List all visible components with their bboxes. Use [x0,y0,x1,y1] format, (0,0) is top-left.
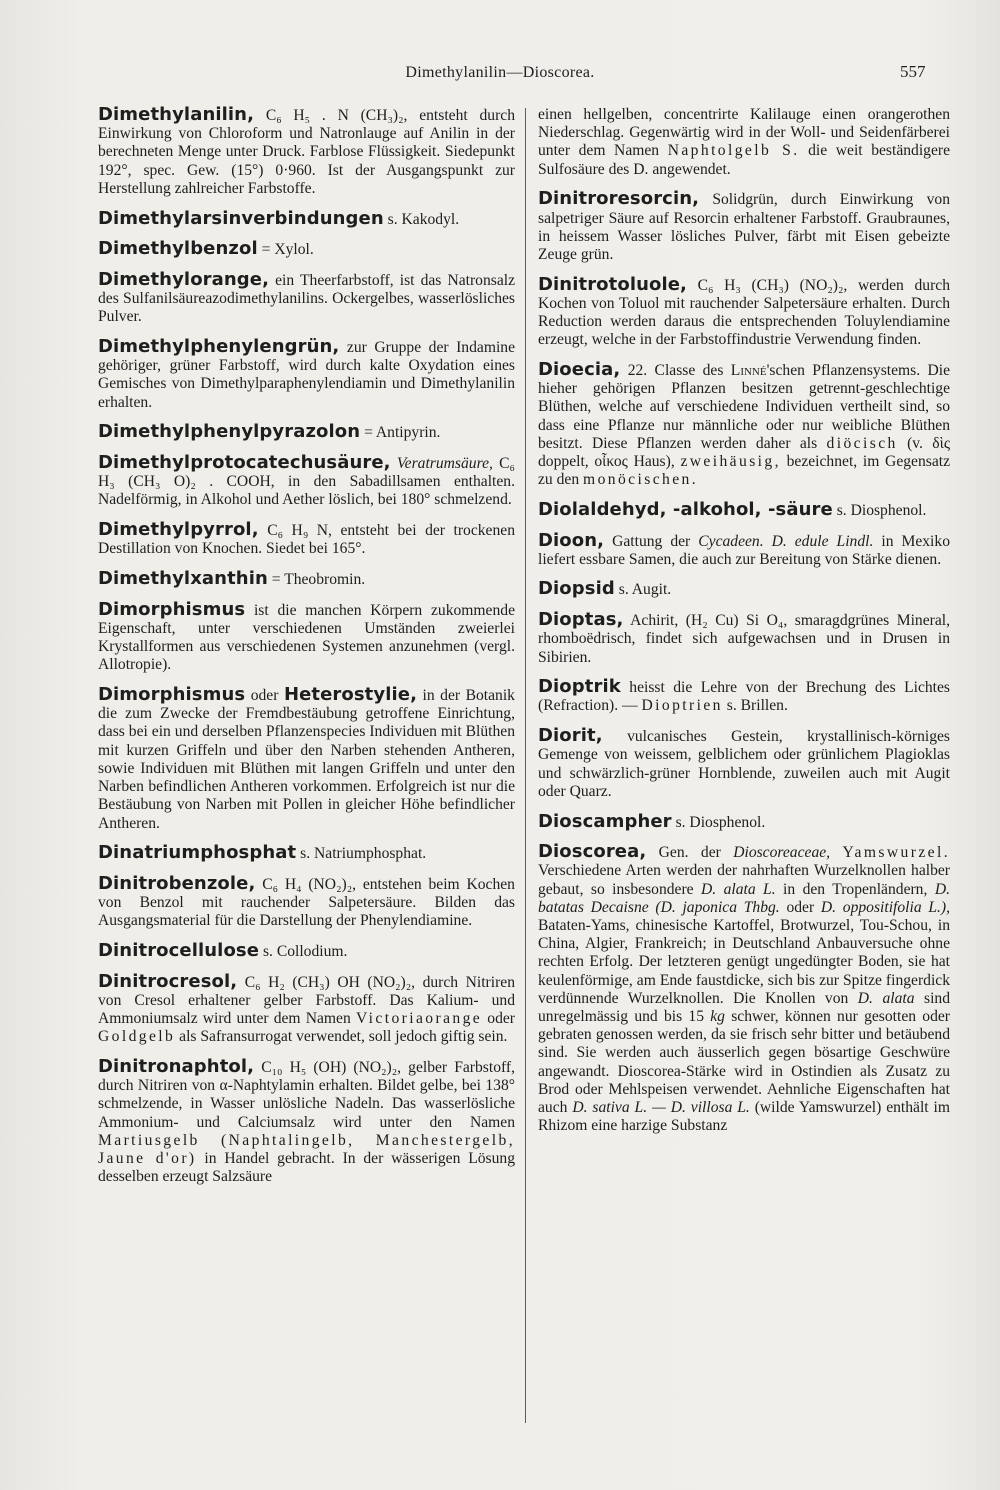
entry-spaced-text: Dioptrien [641,697,723,715]
entry-italic: Cycadeen. D. edule Lindl. [698,532,874,550]
entry-dinitrocresol [98,970,516,1047]
entry-text: C₆ H₉ N, entsteht bei der trockenen Destillation von Knochen. Siedet bei 165°. [98,522,515,558]
entry-dinatriumphosphat [98,844,515,863]
entry-text: C₆ H₅ . N (CH₃)₂, entsteht durch Einwirkung von Chloroform und Natronlauge auf Anilin in der berechneten Menge unter Druck. Farblose Flüssigkeit. Siedepunkt 192°, spec. Gew. (15°) 0·960. Ist der Ausgangspunkt zur Herstellung zahlreicher Farbstoffe. [98,107,515,197]
entry-text: Gen. der [658,844,721,862]
entry-text: s. Kakodyl. [387,210,460,228]
entry-dimethylxanthin [98,570,515,589]
entry-text: Solidgrün, durch Einwirkung von salpetriger Säure auf Resorcin erhaltener Farbstoff. Graubraunes, in heissem Wasser lösliches Pulver, färbt mit Eisen gebeizte Zeuge grün. [538,191,950,263]
entry-dinitrotoluole [538,273,950,350]
entry-term-secondary: Heterostylie, [283,684,418,706]
entry-spaced-text: diöcisch [826,434,898,452]
entry-dimethylorange [98,268,515,327]
entry-term: Dimethylphenylpyrazolon [98,421,361,443]
entry-text: die weit beständigere Sulfosäure des D. angewendet. [538,142,950,178]
entry-term: Dimethylbenzol [98,238,258,260]
entry-connector: oder [250,687,279,705]
entry-spaced-text: Victoriaorange [355,1010,483,1028]
entry-text: in Handel gebracht. In der wässerigen Lösung desselben erzeugt Salzsäure [98,1150,516,1186]
entry-spaced-text: Goldgelb [98,1028,176,1046]
entry-term: Dinitrobenzole, [98,872,256,894]
entry-text: s. Diosphenol. [675,813,766,831]
entry-dioon [538,529,950,569]
entry-term: Dinitrotoluole, [538,273,687,295]
entry-author: Linné [730,361,767,379]
entry-text: Gattung der [612,532,691,550]
entry-term: Dioptrik [538,676,621,698]
entry-dinitrocellulose [98,942,515,961]
entry-text: s. Augit. [618,581,672,599]
entry-text: oder [487,1010,516,1028]
entry-term: Dioon, [538,529,605,551]
entry-text: s. Natriumphosphat. [300,845,427,863]
entry-dioecia [538,358,950,489]
entry-dinitroresorcin [538,190,950,264]
entry-text: in der Botanik die zum Zwecke der Fremdbestäubung getroffene Einrichtung, dass bei ein und derselben Pflanzenspecies Individuen mit Blüthen mit kurzen Griffeln und über den Narben stehenden Antheren, sowie Individuen mit Blüthen mit langen Griffeln und unter den Narben befindlichen Antheren vorkommen. Erfolgreich ist nur die Bestäubung von Narben mit Pollen in gleicher Höhe befindlicher Antheren. [98,687,515,832]
entry-term: Diopsid [538,578,615,600]
entry-term: Dimethylorange, [98,268,270,290]
entry-italic: D. sativa L. — D. villosa L. [572,1099,750,1117]
entry-spaced-text: monöcischen. [583,471,699,489]
entry-text: s. Diosphenol. [836,501,927,519]
entry-spaced-text: Naphtolgelb S. [667,142,800,160]
entry-dinitronaphtol [98,1058,515,1186]
entry-dioptas [538,611,950,667]
entry-text: 'schen Pflanzensystems. Die hieher gehörigen Pflanzen besitzen getrennt-geschlechtige Blüthen, welche auf verschiedene Individuen vertheilt sind, so dass eine Pflanze nur männliche oder nur weibliche Blüthen besitzt. Diese Pflanzen werden daher als [538,361,950,452]
entry-term: Dinitrocellulose [98,940,260,962]
entry-diopsid [538,580,950,599]
entry-term: Dinitronaphtol, [98,1056,255,1078]
entry-dimethylarsinverbindungen [98,207,515,229]
entry-text: in den Tropenländern, [783,880,928,898]
entry-term: Dimethylarsinverbindungen [98,207,384,229]
entry-dinitronaphtol-continued [538,106,950,179]
column-divider [525,108,526,1423]
entry-text: ist die manchen Körpern zukommende Eigenschaft, unter verschiedenen Umständen zweierlei Krystallformen aus verschiedenen Systemen anzunehmen (vergl. Allotropie). [98,601,515,674]
entry-term: Dinatriumphosphat [98,842,297,864]
entry-term: Dinitroresorcin, [538,188,700,210]
entry-text: oder [786,898,815,916]
entry-text: schwer, können nur gesotten oder gebraten genossen werden, da sie frisch sehr bitter und betäubend sind. Sie werden auch äusserlich gegen bösartige Geschwüre angewandt. Dioscorea-Stärke wird in Ostindien als Zusatz zu Brod oder Mehlspeisen verwendet. Aehnliche Eigenschaften hat auch [538,1008,950,1117]
entry-term: Dimethylanilin, [98,104,255,125]
entry-dioptrik [538,678,950,715]
entry-term: Dimorphismus [98,598,246,620]
entry-text: = Xylol. [261,241,314,259]
entry-text: ein Theerfarbstoff, ist das Natronsalz des Sulfanilsäureazodimethylanilins. Ockergelbes, wasserlösliches Pulver. [98,271,515,326]
entry-text: C₆ H₃ (CH₃ O)₂ . COOH, in den Sabadillsamen enthalten. Nadelförmig, in Alkohol und Aether löslich, bei 180° schmelzend. [98,455,515,509]
entry-text: Achirit, (H₂ Cu) Si O₄, smaragdgrünes Mineral, rhomboëdrisch, findet sich aufgewachsen und in Drusen in Sibirien. [538,612,950,666]
entry-text: C₆ H₂ (CH₃) OH (NO₂)₂, durch Nitriren von Cresol erhaltener gelber Farbstoff. Das Kalium- und Ammoniumsalz wird unter dem Namen [98,973,515,1028]
entry-text: = Antipyrin. [364,424,441,442]
entry-term: Dioscampher [538,810,672,832]
entry-italic: D. alata L. [701,880,776,898]
entry-dimethylphenylpyrazolon [98,423,515,442]
right-column [538,106,950,1147]
entry-text: C₆ H₃ (CH₃) (NO₂)₂, werden durch Kochen von Toluol mit rauchender Salpetersäure erhalten. Durch Reduction werden daraus die entsprechenden Toluylendiamine erzeugt, welche in der Farbstoffindustrie Verwendung finden. [538,276,950,349]
entry-italic: Dioscoreaceae, [733,844,831,862]
entry-text: in Mexiko liefert essbare Samen, die auch zur Bereitung von Stärke dienen. [538,532,950,568]
entry-text: heisst die Lehre von der Brechung des Lichtes (Refraction). — [538,679,951,715]
entry-dimethylanilin [98,106,515,198]
entry-term: Diorit, [538,725,603,747]
running-title: Dimethylanilin—Dioscorea. [405,64,595,81]
entry-dioscorea [538,843,950,1135]
entry-text: einen hellgelben, concentrirte Kalilauge einen orangerothen Niederschlag. Gegenwärtig wird in der Woll- und Seidenfärberei unter dem Namen [538,106,950,160]
entry-text: bezeichnet, im Gegensatz zu den [538,452,950,489]
entry-dinitrobenzole [98,872,515,931]
entry-dimethylbenzol [98,240,515,259]
entry-term: Dimorphismus [98,684,246,706]
entry-text: 22. Classe des [627,361,724,379]
entry-text: s. Collodium. [262,943,348,961]
entry-text: s. Brillen. [726,697,788,715]
entry-text: Bataten-Yams, chinesische Kartoffel, Brotwurzel, Tou-Schou, in China, Algier, Frankreich; in Deutschland Anbauversuche ohne rechten Erfolg. Der letzteren genügt ungedüngter Boden, sie hat keulenförmige, am Ende faustdicke, sich bis zur Spitze fingerdick verdünnende Wurzelknollen. Die Knollen von [538,917,950,1007]
entry-italic: kg [710,1008,725,1026]
entry-text: zur Gruppe der Indamine gehöriger, grüner Farbstoff, wird durch kalte Oxydation eines Gemisches von Dimethylparaphenylendiamin und Dimethylanilin erhalten. [98,339,516,411]
entry-italic: Veratrumsäure, [396,455,493,473]
entry-text: C₆ H₄ (NO₂)₂, entstehen beim Kochen von Benzol mit rauchender Salpetersäure. Bilden das Ausgangsmaterial für die Darstellung der Phenylendiamine. [98,875,515,930]
page-number: 557 [900,62,926,81]
entry-text: vulcanisches Gestein, krystallinisch-körniges Gemenge von weissem, gelblichem oder grünlichem Plagioklas und schwärzlich-grüner Hornblende, zuweilen auch mit Augit oder Quarz. [538,728,950,800]
entry-dimorphismus [98,598,515,675]
entry-spaced-text: Yamswurzel. [842,844,950,862]
entry-dimethylpyrrol [98,521,515,558]
entry-dimethylphenylengruen [98,338,515,412]
entry-text: (v. δὶς doppelt, οἶκος Haus), [538,434,950,470]
entry-dimorphismus-heterostylie [98,686,515,833]
left-column [98,106,515,1198]
entry-italic: D. oppositifolia L.), [820,898,951,916]
entry-diolaldehyd [538,498,950,520]
entry-italic: D. alata [857,989,915,1007]
entry-diorit [538,727,950,801]
entry-term: Dimethylprotocatechusäure, [98,452,391,474]
entry-term: Dinitrocresol, [98,970,238,992]
entry-text: Verschiedene Arten werden der nahrhaften Wurzelknollen halber gebaut, so insbesondere [538,862,950,898]
entry-dioscampher [538,810,950,832]
entry-text: als Safransurrogat verwendet, soll jedoch giftig sein. [179,1028,508,1046]
entry-spaced-text: Martiusgelb (Naphtalingelb, Manchestergelb, Jaune d'or) [98,1131,515,1168]
entry-text: (wilde Yamswurzel) enthält im Rhizom eine harzige Substanz [538,1099,950,1135]
entry-term: Dimethylpyrrol, [98,519,259,541]
entry-term: Diolaldehyd, -alkohol, -säure [538,498,833,520]
entry-text: = Theobromin. [271,571,366,589]
entry-term: Dioptas, [538,609,624,631]
entry-text: sind unregelmässig und bis 15 [538,989,951,1026]
entry-term: Dimethylxanthin [98,568,268,590]
entry-spaced-text: zweihäusig, [680,452,781,470]
entry-italic: D. batatas Decaisne (D. japonica Thbg. [538,880,950,916]
entry-term: Dioscorea, [538,841,647,863]
entry-term: Dioecia, [538,358,621,380]
entry-text: C₁₀ H₅ (OH) (NO₂)₂, gelber Farbstoff, durch Nitriren von α-Naphtylamin erhalten. Bildet gelbe, bei 138° schmelzende, in Wasser unlösliche Nadeln. Das wasserlösliche Ammonium- und Calciumsalz wird unter den Namen [98,1059,515,1131]
entry-term: Dimethylphenylengrün, [98,336,340,358]
entry-dimethylprotocatechusaeure [98,454,515,510]
